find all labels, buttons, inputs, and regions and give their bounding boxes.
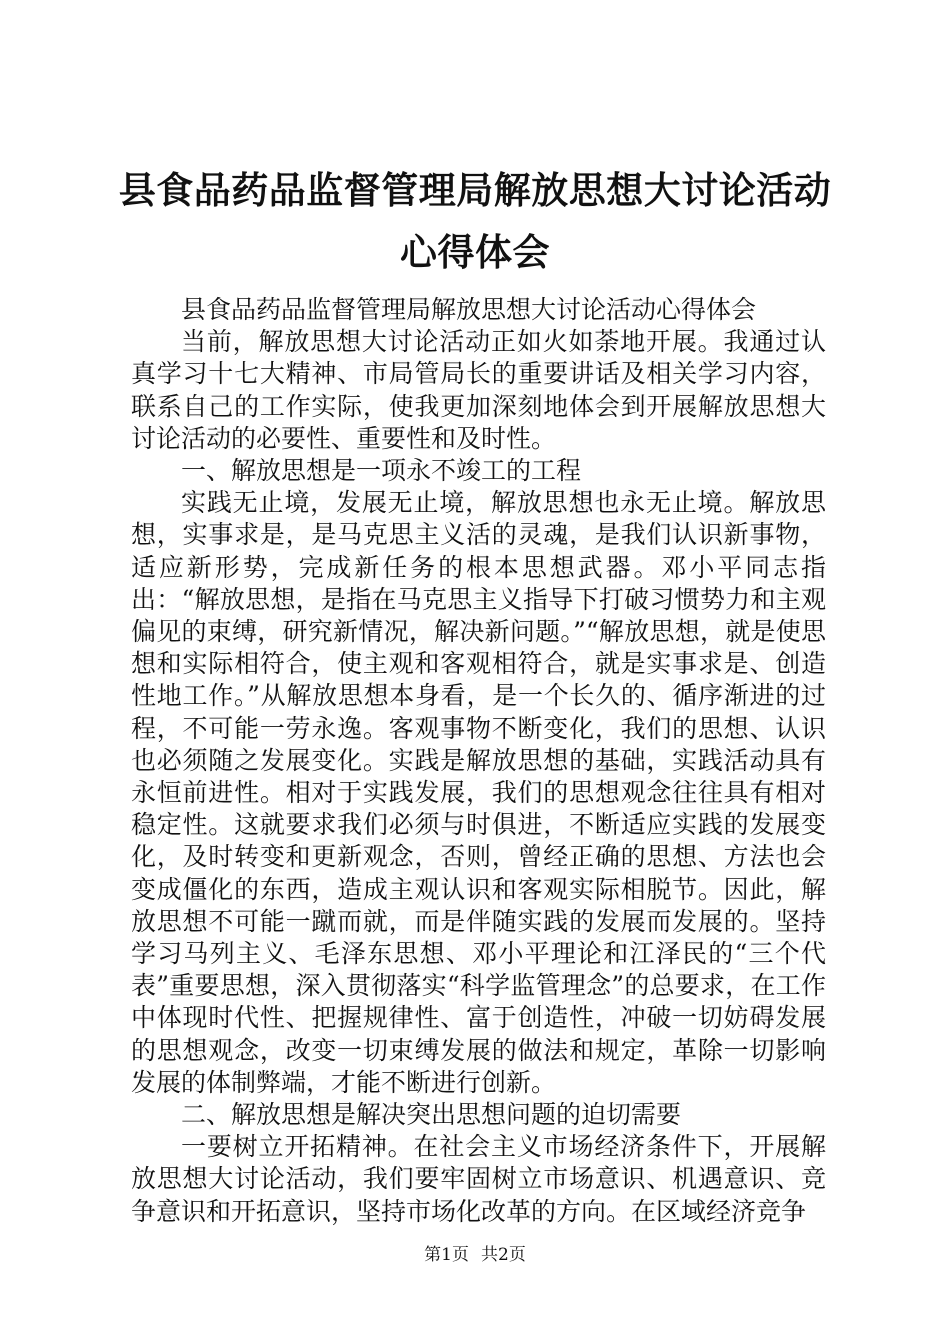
body-paragraph: 一要树立开拓精神。在社会主义市场经济条件下，开展解放思想大讨论活动，我们要牢固树立市场意识、机遇意识、竞争意识和开拓意识，坚持市场化改革的方向。在区域经济竞争 xyxy=(131,1132,826,1226)
body-paragraph: 当前，解放思想大讨论活动正如火如荼地开展。我通过认真学习十七大精神、市局管局长的重要讲话及相关学习内容，联系自己的工作实际，使我更加深刻地体会到开展解放思想大讨论活动的必要性、重要性和及时性。 xyxy=(131,327,826,453)
document-body xyxy=(131,294,826,1228)
page-total: 共2页 xyxy=(481,1245,526,1265)
section-heading: 一、解放思想是一项永不竣工的工程 xyxy=(181,456,582,486)
section-heading: 二、解放思想是解决突出思想问题的迫切需要 xyxy=(181,1100,682,1130)
body-paragraph: 县食品药品监督管理局解放思想大讨论活动心得体会 xyxy=(181,295,757,324)
body-paragraph: 实践无止境，发展无止境，解放思想也永无止境。解放思想，实事求是，是马克思主义活的灵魂，是我们认识新事物，适应新形势，完成新任务的根本思想武器。邓小平同志指出：“解放思想，是指在马克思主义指导下打破习惯势力和主观偏见的束缚，研究新情况，解决新问题。”“解放思想，就是使思想和实际相符合，使主观和客观相符合，就是实事求是、创造性地工作。”从解放思想本身看，是一个长久的、循序渐进的过程，不可能一劳永逸。客观事物不断变化，我们的思想、认识也必须随之发展变化。实践是解放思想的基础，实践活动具有永恒前进性。相对于实践发展，我们的思想观念往往具有相对稳定性。这就要求我们必须与时俱进，不断适应实践的发展变化，及时转变和更新观念，否则，曾经正确的思想、方法也会变成僵化的东西，造成主观认识和客观实际相脱节。因此，解放思想不可能一蹴而就，而是伴随实践的发展而发展的。坚持学习马列主义、毛泽东思想、邓小平理论和江泽民的“三个代表”重要思想，深入贯彻落实“科学监管理念”的总要求，在工作中体现时代性、把握规律性、富于创造性，冲破一切妨碍发展的思想观念，改变一切束缚发展的做法和规定，革除一切影响发展的体制弊端，才能不断进行创新。 xyxy=(131,488,826,1097)
page-footer xyxy=(0,1244,950,1266)
document-title: 县食品药品监督管理局解放思想大讨论活动心得体会 xyxy=(118,169,832,274)
page-number: 第1页 xyxy=(424,1245,469,1265)
